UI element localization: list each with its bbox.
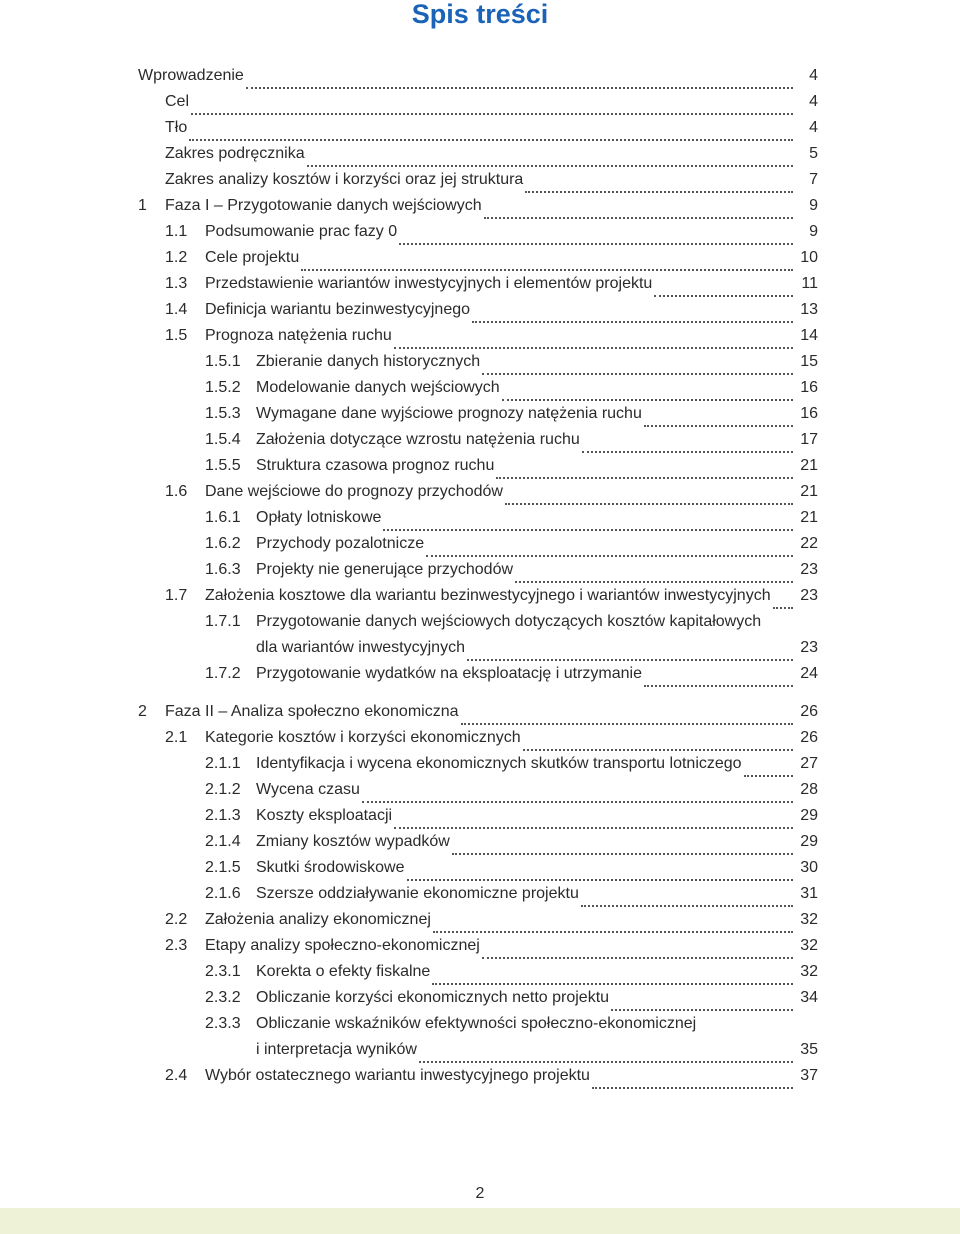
toc-entry-page: 10 (800, 249, 818, 266)
toc-entry[interactable] (0, 609, 960, 635)
toc-entry-title: Wymagane dane wyjściowe prognozy natężenia ruchu (256, 405, 642, 422)
toc-entry-page: 21 (800, 457, 818, 474)
toc-entry[interactable] (0, 219, 960, 245)
toc-entry-number: 1.2 (165, 249, 188, 266)
toc-entry-page: 21 (800, 483, 818, 500)
toc-entry-title: Zbieranie danych historycznych (256, 353, 481, 370)
toc-entry-number: 2.2 (165, 911, 188, 928)
dot-leader (505, 495, 793, 505)
dot-leader (482, 365, 793, 375)
toc-entry[interactable] (0, 89, 960, 115)
toc-entry[interactable] (0, 881, 960, 907)
toc-entry-number: 1.5.2 (205, 379, 241, 396)
toc-entry-number: 2.1.5 (205, 859, 241, 876)
toc-entry-title: Wycena czasu (256, 781, 360, 798)
toc-entry-title: Identyfikacja i wycena ekonomicznych skutków transportu lotniczego (256, 755, 742, 772)
dot-leader (301, 261, 793, 271)
dot-leader (467, 651, 793, 661)
toc-entry-title: Przygotowanie wydatków na eksploatację i utrzymanie (256, 665, 642, 682)
toc-entry[interactable] (0, 193, 960, 219)
toc-entry-continuation[interactable] (0, 1037, 960, 1063)
toc-entry-title: Szersze oddziaływanie ekonomiczne projektu (256, 885, 579, 902)
dot-leader (515, 573, 793, 583)
toc-entry-title: Dane wejściowe do prognozy przychodów (205, 483, 503, 500)
toc-entry[interactable] (0, 699, 960, 725)
toc-entry-title: Przedstawienie wariantów inwestycyjnych i elementów projektu (205, 275, 653, 292)
toc-entry-title: Etapy analizy społeczno-ekonomicznej (205, 937, 480, 954)
toc-entry-page: 16 (800, 379, 818, 396)
toc-entry-title: Podsumowanie prac fazy 0 (205, 223, 398, 240)
toc-entry-page: 14 (800, 327, 818, 344)
toc-entry[interactable] (0, 583, 960, 609)
toc-entry-title: Przychody pozalotnicze (256, 535, 425, 552)
dot-leader (307, 157, 793, 167)
toc-entry-page: 4 (809, 93, 818, 110)
toc-entry[interactable] (0, 907, 960, 933)
dot-leader (426, 547, 793, 557)
toc-entry-number: 1.5.4 (205, 431, 241, 448)
page-title: Spis treści (411, 0, 549, 29)
toc-entry-title: Zakres analizy kosztów i korzyści oraz jej struktura (165, 171, 524, 188)
toc-entry-number: 2 (138, 703, 147, 720)
toc-entry[interactable] (0, 349, 960, 375)
toc-entry-number: 2.1.4 (205, 833, 241, 850)
toc-entry[interactable] (0, 167, 960, 193)
toc-entry-title: Definicja wariantu bezinwestycyjnego (205, 301, 471, 318)
toc-entry[interactable] (0, 63, 960, 89)
toc-entry-number: 1.5 (165, 327, 188, 344)
toc-entry[interactable] (0, 933, 960, 959)
toc-entry-page: 32 (800, 937, 818, 954)
toc-entry[interactable] (0, 427, 960, 453)
toc-entry-title: Zmiany kosztów wypadków (256, 833, 450, 850)
toc-entry-page: 17 (800, 431, 818, 448)
toc-entry-page: 22 (800, 535, 818, 552)
dot-leader (452, 845, 793, 855)
toc-entry-page: 23 (800, 639, 818, 656)
toc-entry-page: 34 (800, 989, 818, 1006)
dot-leader (191, 105, 793, 115)
toc-entry-title: i interpretacja wyników (256, 1041, 417, 1058)
dot-leader (399, 235, 793, 245)
toc-entry-title: Opłaty lotniskowe (256, 509, 382, 526)
toc-entry-title: Faza I – Przygotowanie danych wejściowych (165, 197, 482, 214)
toc-entry-number: 2.1.2 (205, 781, 241, 798)
toc-entry[interactable] (0, 479, 960, 505)
toc-entry[interactable] (0, 271, 960, 297)
toc-entry[interactable] (0, 985, 960, 1011)
page-number: 2 (475, 1185, 485, 1202)
toc-entry-number: 2.1 (165, 729, 188, 746)
dot-leader (582, 443, 793, 453)
dot-leader (419, 1053, 793, 1063)
toc-entry-number: 2.1.6 (205, 885, 241, 902)
toc-entry-page: 29 (800, 833, 818, 850)
toc-entry-title: Koszty eksploatacji (256, 807, 393, 824)
toc-entry-continuation[interactable] (0, 635, 960, 661)
toc-entry-number: 1.6.2 (205, 535, 241, 552)
toc-entry-title: Wprowadzenie (138, 67, 244, 84)
toc-entry-title: dla wariantów inwestycyjnych (256, 639, 465, 656)
toc-entry-title: Założenia dotyczące wzrostu natężenia ruchu (256, 431, 580, 448)
dot-leader (654, 287, 793, 297)
dot-leader (433, 923, 793, 933)
toc-entry-page: 35 (800, 1041, 818, 1058)
toc-entry-page: 5 (809, 145, 818, 162)
toc-entry-title: Wybór ostatecznego wariantu inwestycyjnego projektu (205, 1067, 590, 1084)
toc-entry-page: 9 (809, 223, 818, 240)
toc-entry-page: 30 (800, 859, 818, 876)
dot-leader (383, 521, 793, 531)
toc-entry-page: 21 (800, 509, 818, 526)
toc-entry[interactable] (0, 505, 960, 531)
dot-leader (502, 391, 793, 401)
toc-entry[interactable] (0, 401, 960, 427)
dot-leader (484, 209, 793, 219)
toc-entry-number: 1.1 (165, 223, 188, 240)
toc-entry[interactable] (0, 1063, 960, 1089)
dot-leader (644, 677, 793, 687)
dot-leader (461, 715, 794, 725)
toc-entry-page: 24 (800, 665, 818, 682)
toc-entry-page: 28 (800, 781, 818, 798)
toc-entry-page: 32 (800, 963, 818, 980)
toc-entry-title: Tło (165, 119, 188, 136)
toc-entry-title: Założenia analizy ekonomicznej (205, 911, 431, 928)
dot-leader (362, 793, 793, 803)
toc-entry-page: 13 (800, 301, 818, 318)
toc-entry[interactable] (0, 557, 960, 583)
toc-entry-number: 1.5.5 (205, 457, 241, 474)
toc-entry-page: 37 (800, 1067, 818, 1084)
toc-entry[interactable] (0, 803, 960, 829)
dot-leader (246, 79, 793, 89)
toc-entry-page: 27 (800, 755, 818, 772)
toc-entry[interactable] (0, 375, 960, 401)
toc-entry[interactable] (0, 141, 960, 167)
toc-entry[interactable] (0, 959, 960, 985)
toc-entry-page: 26 (800, 729, 818, 746)
dot-leader (525, 183, 793, 193)
dot-leader (394, 339, 793, 349)
toc-entry-title: Korekta o efekty fiskalne (256, 963, 431, 980)
toc-entry[interactable] (0, 725, 960, 751)
toc-entry-number: 1 (138, 197, 147, 214)
dot-leader (482, 949, 793, 959)
dot-leader (523, 741, 793, 751)
toc-entry-number: 2.3.1 (205, 963, 241, 980)
dot-leader (744, 767, 793, 777)
toc-entry-number: 1.6.3 (205, 561, 241, 578)
toc-entry[interactable] (0, 453, 960, 479)
toc-entry-page: 32 (800, 911, 818, 928)
toc-entry-title: Modelowanie danych wejściowych (256, 379, 500, 396)
toc-entry-title: Cel (165, 93, 190, 110)
dot-leader (472, 313, 793, 323)
dot-leader (496, 469, 793, 479)
toc-entry-title: Kategorie kosztów i korzyści ekonomicznych (205, 729, 521, 746)
toc-entry-number: 1.7.2 (205, 665, 241, 682)
toc-entry-number: 1.7.1 (205, 613, 241, 630)
toc-entry-number: 1.6 (165, 483, 188, 500)
toc-entry[interactable] (0, 777, 960, 803)
toc-entry-number: 2.3 (165, 937, 188, 954)
bottom-band (0, 1208, 960, 1234)
toc-entry-page: 26 (800, 703, 818, 720)
toc-entry-number: 2.1.3 (205, 807, 241, 824)
toc-entry-number: 2.1.1 (205, 755, 241, 772)
toc-entry[interactable] (0, 245, 960, 271)
toc-entry-page: 4 (809, 119, 818, 136)
toc-entry-page: 23 (800, 561, 818, 578)
toc-entry[interactable] (0, 661, 960, 687)
toc-entry[interactable] (0, 323, 960, 349)
dot-leader (581, 897, 793, 907)
toc-entry-title: Projekty nie generujące przychodów (256, 561, 514, 578)
toc-entry[interactable] (0, 829, 960, 855)
toc-entry-number: 1.6.1 (205, 509, 241, 526)
toc-entry-title: Cele projektu (205, 249, 300, 266)
toc-entry-page: 23 (800, 587, 818, 604)
toc-entry[interactable] (0, 751, 960, 777)
dot-leader (432, 975, 793, 985)
dot-leader (592, 1079, 793, 1089)
toc-entry-page: 16 (800, 405, 818, 422)
toc-entry-title: Założenia kosztowe dla wariantu bezinwestycyjnego i wariantów inwestycyjnych (205, 587, 771, 604)
toc-entry-number: 2.3.2 (205, 989, 241, 1006)
toc-entry-number: 1.4 (165, 301, 188, 318)
toc-entry-number: 1.5.1 (205, 353, 241, 370)
toc-entry-number: 1.5.3 (205, 405, 241, 422)
toc-entry[interactable] (0, 855, 960, 881)
toc-entry-page: 15 (800, 353, 818, 370)
toc-entry-page: 29 (800, 807, 818, 824)
toc-entry-title: Struktura czasowa prognoz ruchu (256, 457, 495, 474)
toc-entry-title: Obliczanie korzyści ekonomicznych netto projektu (256, 989, 610, 1006)
toc-entry-number: 2.3.3 (205, 1015, 241, 1032)
toc-entry-page: 4 (809, 67, 818, 84)
toc-entry[interactable] (0, 531, 960, 557)
toc-entry-page: 7 (809, 171, 818, 188)
toc-entry[interactable] (0, 115, 960, 141)
toc-entry[interactable] (0, 297, 960, 323)
dot-leader (611, 1001, 793, 1011)
toc-entry-number: 1.7 (165, 587, 188, 604)
dot-leader (394, 819, 793, 829)
toc-entry-page: 9 (809, 197, 818, 214)
toc-entry-title: Skutki środowiskowe (256, 859, 405, 876)
toc-entry-title: Obliczanie wskaźników efektywności społeczno-ekonomicznej (256, 1015, 697, 1032)
toc-entry-title: Przygotowanie danych wejściowych dotyczących kosztów kapitałowych (256, 613, 762, 630)
toc-entry-title: Zakres podręcznika (165, 145, 305, 162)
toc-entry-number: 1.3 (165, 275, 188, 292)
dot-leader (773, 599, 793, 609)
toc-entry-page: 31 (800, 885, 818, 902)
toc-entry[interactable] (0, 1011, 960, 1037)
toc-entry-number: 2.4 (165, 1067, 188, 1084)
dot-leader (407, 871, 794, 881)
toc-entry-page: 11 (801, 275, 818, 292)
toc-entry-title: Prognoza natężenia ruchu (205, 327, 392, 344)
dot-leader (644, 417, 793, 427)
toc-entry-title: Faza II – Analiza społeczno ekonomiczna (165, 703, 459, 720)
dot-leader (189, 131, 793, 141)
